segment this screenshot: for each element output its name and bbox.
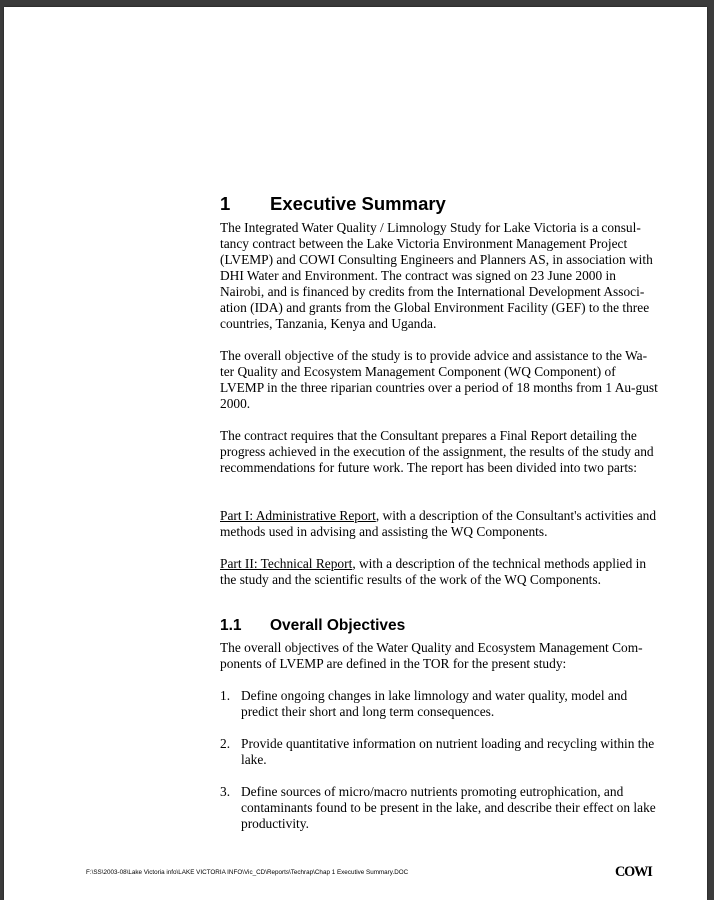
cowi-logo: COWI — [615, 864, 652, 880]
paragraph: The overall objective of the study is to provide advice and assistance to the Wa-ter Quality and Ecosystem Management Component (WQ Component) of LVEMP in the three riparian countries over a period of 18 months from 1 Au-gust 2000. — [220, 348, 658, 411]
part-2-text: , with a description of the technical methods applied in the study and the scientific results of the work of the WQ Components. — [220, 556, 647, 587]
paragraph-contract — [220, 428, 660, 476]
paragraph: The Integrated Water Quality / Limnology Study for Lake Victoria is a consul-tancy contract between the Lake Victoria Environment Management Project (LVEMP) and COWI Consulting Engineers and Planners AS, in association with DHI Water and Environment. The contract was signed on 23 June 2000 in Nairobi, and is financed by credits from the International Development Associ-ation (IDA) and grants from the Global Environment Facility (GEF) to the three countries, Tanzania, Kenya and Uganda. — [220, 220, 653, 331]
list-item — [220, 736, 660, 768]
list-item-number: 2. — [220, 736, 231, 751]
paragraph-intro — [220, 220, 660, 332]
list-item-number: 1. — [220, 688, 231, 703]
paragraph — [220, 556, 660, 588]
heading-title: Overall Objectives — [270, 617, 406, 634]
heading-2 — [220, 616, 660, 635]
list-item — [220, 688, 660, 720]
heading-1 — [220, 193, 660, 215]
paragraph-part-2 — [220, 556, 660, 588]
list-item — [220, 784, 660, 832]
footer-file-path: F:\SS\2003-08\Lake Victoria info\LAKE VICTORIA INFO\Vic_CD\Reports\Techrap\Chap 1 Executive Summary.DOC — [86, 869, 409, 876]
list-item-text: Define ongoing changes in lake limnology and water quality, model and predict their short and long term consequences. — [241, 688, 628, 719]
paragraph — [220, 508, 660, 540]
list-item-text: Define sources of micro/macro nutrients promoting eutrophication, and contaminants found to be present in the lake, and describe their effect on lake productivity. — [241, 784, 656, 831]
paragraph: The overall objectives of the Water Quality and Ecosystem Management Com-ponents of LVEMP are defined in the TOR for the present study: — [220, 640, 643, 671]
part-2-link[interactable]: Part II: Technical Report — [220, 556, 353, 571]
paragraph-objective — [220, 348, 660, 412]
heading-number: 1 — [220, 193, 231, 214]
paragraph: The contract requires that the Consultant prepares a Final Report detailing the progress achieved in the execution of the assignment, the results of the study and recommendations for future work. The report has been divided into two parts: — [220, 428, 654, 475]
section-heading-overall-objectives — [220, 616, 660, 635]
part-1-text: , with a description of the Consultant's activities and methods used in advising and assisting the WQ Components. — [220, 508, 657, 539]
paragraph-objectives-intro — [220, 640, 660, 672]
list-item-number: 3. — [220, 784, 231, 799]
document-page — [4, 7, 707, 900]
list-item-text: Provide quantitative information on nutrient loading and recycling within the lake. — [241, 736, 655, 767]
paragraph-part-1 — [220, 508, 660, 540]
heading-title: Executive Summary — [270, 193, 446, 214]
part-1-link[interactable]: Part I: Administrative Report — [220, 508, 376, 523]
heading-number: 1.1 — [220, 617, 242, 634]
section-heading-executive-summary — [220, 193, 660, 215]
